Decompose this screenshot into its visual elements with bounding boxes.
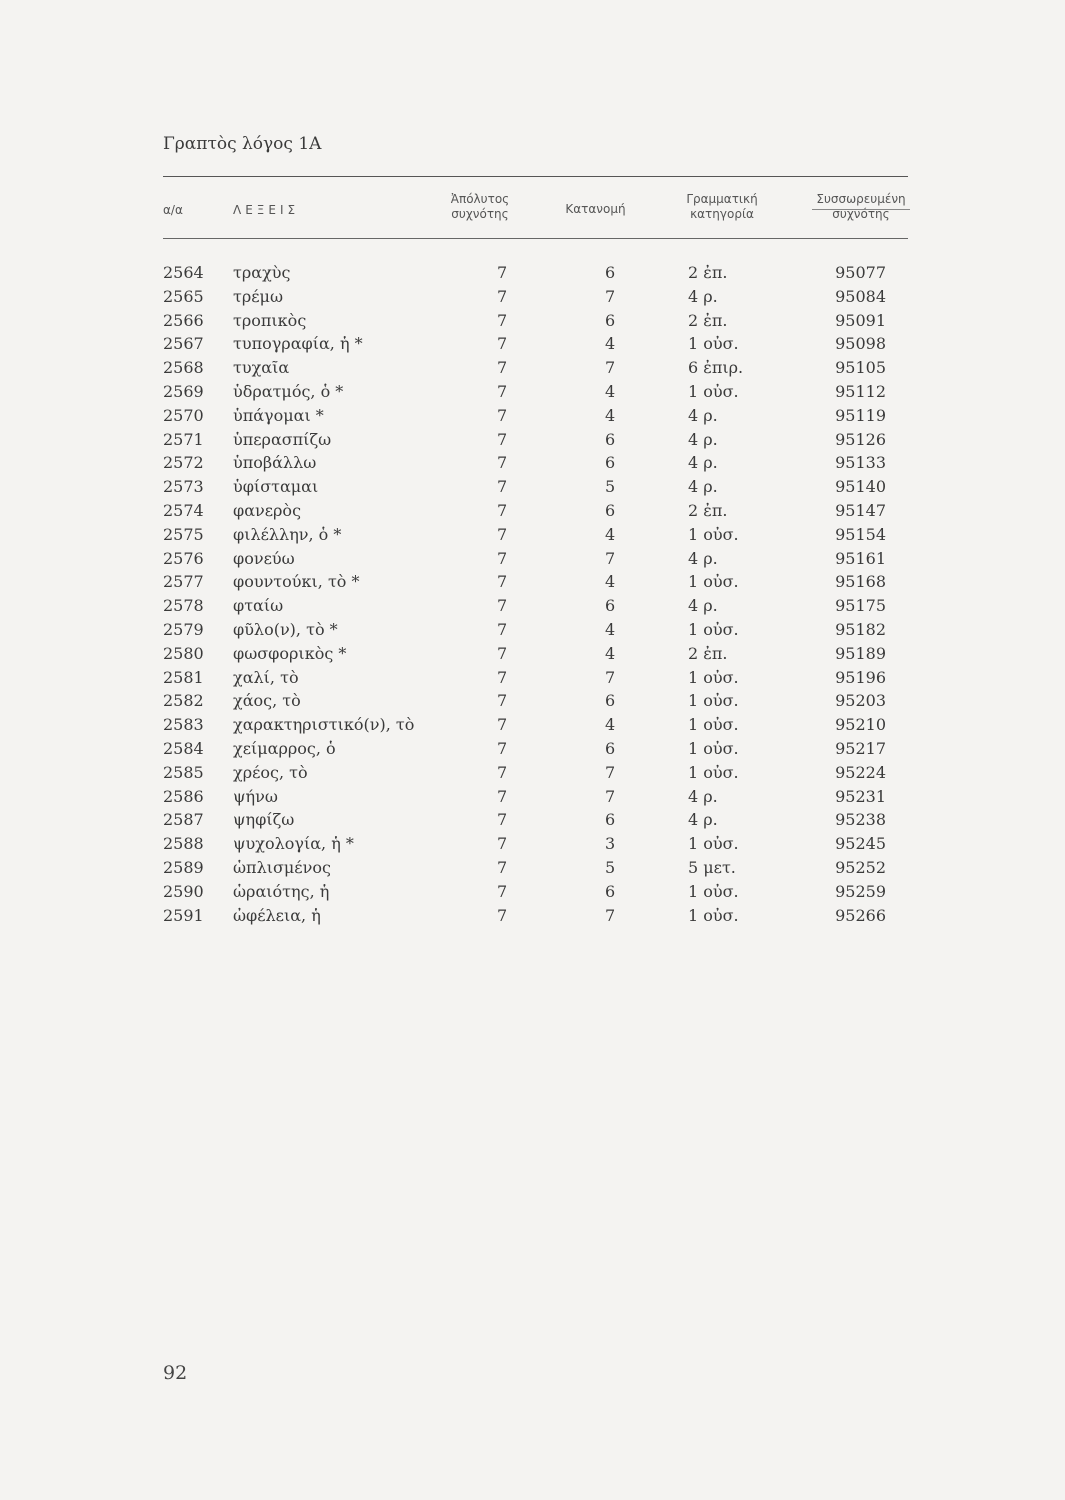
- row-number: 2575: [163, 524, 204, 544]
- row-number: 2579: [163, 619, 204, 639]
- row-word: χαλί, τὸ: [233, 667, 299, 687]
- row-grammatical-category: 1 οὐσ.: [688, 762, 739, 782]
- row-absolute-frequency: 7: [497, 834, 508, 854]
- row-grammatical-category: 4 ρ.: [688, 429, 718, 449]
- table-row: [0, 357, 1065, 381]
- row-word: φανερὸς: [233, 500, 302, 520]
- table-row: [0, 548, 1065, 572]
- row-cumulative-frequency: 95182: [835, 619, 886, 639]
- row-number: 2565: [163, 286, 204, 306]
- row-distribution: 6: [605, 691, 616, 711]
- row-number: 2584: [163, 738, 204, 758]
- row-number: 2587: [163, 810, 204, 830]
- table-row: [0, 595, 1065, 619]
- table-row: [0, 738, 1065, 762]
- table-row: [0, 643, 1065, 667]
- table-row: [0, 714, 1065, 738]
- row-number: 2568: [163, 358, 204, 378]
- row-cumulative-frequency: 95203: [835, 691, 886, 711]
- page-title: Γραπτὸς λόγος 1Α: [163, 134, 322, 154]
- row-number: 2566: [163, 310, 204, 330]
- table-row: [0, 667, 1065, 691]
- table-row: [0, 881, 1065, 905]
- row-word: τυπογραφία, ἡ *: [233, 334, 363, 354]
- row-cumulative-frequency: 95245: [835, 834, 886, 854]
- row-grammatical-category: 4 ρ.: [688, 786, 718, 806]
- row-number: 2576: [163, 548, 204, 568]
- row-cumulative-frequency: 95231: [835, 786, 886, 806]
- column-header-cumulative-frequency-line2: συχνότης: [832, 207, 890, 221]
- row-word: ὡραιότης, ἡ: [233, 881, 330, 901]
- row-grammatical-category: 4 ρ.: [688, 286, 718, 306]
- column-header-aa: α/α: [163, 203, 183, 217]
- row-cumulative-frequency: 95098: [835, 334, 886, 354]
- row-word: τυχαῖα: [233, 358, 290, 378]
- row-absolute-frequency: 7: [497, 572, 508, 592]
- row-cumulative-frequency: 95259: [835, 881, 886, 901]
- row-word: τρέμω: [233, 286, 283, 306]
- row-number: 2581: [163, 667, 204, 687]
- table-row: [0, 381, 1065, 405]
- row-number: 2574: [163, 500, 204, 520]
- row-number: 2580: [163, 643, 204, 663]
- row-cumulative-frequency: 95140: [835, 477, 886, 497]
- row-word: φταίω: [233, 596, 284, 616]
- row-distribution: 4: [605, 524, 616, 544]
- row-number: 2589: [163, 857, 204, 877]
- row-grammatical-category: 1 οὐσ.: [688, 619, 739, 639]
- row-word: ὠφέλεια, ἡ: [233, 905, 321, 925]
- row-number: 2567: [163, 334, 204, 354]
- row-number: 2586: [163, 786, 204, 806]
- row-word: ὑπερασπίζω: [233, 429, 332, 449]
- column-header-cumulative-frequency-line1: Συσσωρευμένη: [816, 192, 906, 206]
- row-distribution: 6: [605, 596, 616, 616]
- column-header-grammatical-category: [672, 192, 772, 222]
- row-number: 2578: [163, 596, 204, 616]
- column-header-lexeis: ΛΕΞΕΙΣ: [233, 203, 300, 217]
- table-row: [0, 690, 1065, 714]
- table-row: [0, 833, 1065, 857]
- row-distribution: 6: [605, 500, 616, 520]
- row-absolute-frequency: 7: [497, 619, 508, 639]
- row-absolute-frequency: 7: [497, 286, 508, 306]
- row-word: χάος, τὸ: [233, 691, 301, 711]
- row-grammatical-category: 1 οὐσ.: [688, 334, 739, 354]
- row-distribution: 6: [605, 429, 616, 449]
- row-distribution: 5: [605, 477, 616, 497]
- row-cumulative-frequency: 95217: [835, 738, 886, 758]
- row-absolute-frequency: 7: [497, 381, 508, 401]
- row-absolute-frequency: 7: [497, 905, 508, 925]
- row-number: 2583: [163, 715, 204, 735]
- table-top-rule: [163, 176, 908, 177]
- row-cumulative-frequency: 95210: [835, 715, 886, 735]
- table-row: [0, 500, 1065, 524]
- row-word: χείμαρρος, ὁ: [233, 738, 336, 758]
- row-word: ψήνω: [233, 786, 278, 806]
- row-absolute-frequency: 7: [497, 310, 508, 330]
- row-absolute-frequency: 7: [497, 643, 508, 663]
- row-grammatical-category: 2 ἐπ.: [688, 643, 728, 663]
- row-distribution: 4: [605, 334, 616, 354]
- page-number: 92: [163, 1362, 188, 1384]
- row-absolute-frequency: 7: [497, 524, 508, 544]
- row-distribution: 7: [605, 358, 616, 378]
- row-grammatical-category: 5 μετ.: [688, 857, 736, 877]
- row-distribution: 7: [605, 286, 616, 306]
- column-header-divider: [812, 209, 910, 210]
- row-distribution: 4: [605, 381, 616, 401]
- row-number: 2590: [163, 881, 204, 901]
- row-distribution: 6: [605, 881, 616, 901]
- row-number: 2588: [163, 834, 204, 854]
- row-word: χρέος, τὸ: [233, 762, 308, 782]
- table-row: [0, 786, 1065, 810]
- row-cumulative-frequency: 95091: [835, 310, 886, 330]
- row-cumulative-frequency: 95238: [835, 810, 886, 830]
- column-header-absolute-frequency: [430, 192, 530, 222]
- row-distribution: 4: [605, 715, 616, 735]
- row-absolute-frequency: 7: [497, 429, 508, 449]
- row-distribution: 4: [605, 619, 616, 639]
- row-grammatical-category: 1 οὐσ.: [688, 381, 739, 401]
- row-number: 2591: [163, 905, 204, 925]
- row-word: ὑφίσταμαι: [233, 477, 319, 497]
- row-word: φουντούκι, τὸ *: [233, 572, 360, 592]
- row-cumulative-frequency: 95133: [835, 453, 886, 473]
- row-word: ψηφίζω: [233, 810, 295, 830]
- row-absolute-frequency: 7: [497, 453, 508, 473]
- table-row: [0, 809, 1065, 833]
- table-row: [0, 333, 1065, 357]
- table-body: [0, 262, 1065, 928]
- row-word: χαρακτηριστικό(ν), τὸ: [233, 715, 415, 735]
- row-cumulative-frequency: 95266: [835, 905, 886, 925]
- row-distribution: 7: [605, 762, 616, 782]
- table-row: [0, 476, 1065, 500]
- table-row: [0, 905, 1065, 929]
- row-word: ὑπάγομαι *: [233, 405, 324, 425]
- row-absolute-frequency: 7: [497, 881, 508, 901]
- row-word: ὡπλισμένος: [233, 857, 331, 877]
- row-grammatical-category: 4 ρ.: [688, 453, 718, 473]
- row-cumulative-frequency: 95105: [835, 358, 886, 378]
- row-grammatical-category: 2 ἐπ.: [688, 500, 728, 520]
- table-row: [0, 571, 1065, 595]
- row-grammatical-category: 4 ρ.: [688, 810, 718, 830]
- row-distribution: 5: [605, 857, 616, 877]
- row-absolute-frequency: 7: [497, 548, 508, 568]
- row-word: ψυχολογία, ἡ *: [233, 834, 354, 854]
- row-grammatical-category: 4 ρ.: [688, 596, 718, 616]
- row-grammatical-category: 1 οὐσ.: [688, 572, 739, 592]
- row-grammatical-category: 2 ἐπ.: [688, 310, 728, 330]
- row-distribution: 6: [605, 810, 616, 830]
- row-grammatical-category: 2 ἐπ.: [688, 263, 728, 282]
- row-absolute-frequency: 7: [497, 405, 508, 425]
- row-grammatical-category: 1 οὐσ.: [688, 881, 739, 901]
- row-number: 2564: [163, 263, 204, 282]
- row-grammatical-category: 1 οὐσ.: [688, 715, 739, 735]
- row-absolute-frequency: 7: [497, 715, 508, 735]
- row-number: 2582: [163, 691, 204, 711]
- row-distribution: 4: [605, 405, 616, 425]
- row-number: 2577: [163, 572, 204, 592]
- row-number: 2585: [163, 762, 204, 782]
- row-absolute-frequency: 7: [497, 477, 508, 497]
- column-header-absolute-frequency-line2: συχνότης: [451, 207, 509, 221]
- row-absolute-frequency: 7: [497, 810, 508, 830]
- row-grammatical-category: 4 ρ.: [688, 548, 718, 568]
- row-cumulative-frequency: 95175: [835, 596, 886, 616]
- row-absolute-frequency: 7: [497, 596, 508, 616]
- row-absolute-frequency: 7: [497, 500, 508, 520]
- table-header-rule: [163, 238, 908, 239]
- row-distribution: 7: [605, 667, 616, 687]
- row-distribution: 7: [605, 786, 616, 806]
- row-absolute-frequency: 7: [497, 667, 508, 687]
- row-absolute-frequency: 7: [497, 857, 508, 877]
- row-cumulative-frequency: 95252: [835, 857, 886, 877]
- row-distribution: 4: [605, 643, 616, 663]
- row-number: 2571: [163, 429, 204, 449]
- row-distribution: 3: [605, 834, 616, 854]
- row-number: 2573: [163, 477, 204, 497]
- row-absolute-frequency: 7: [497, 358, 508, 378]
- row-grammatical-category: 1 οὐσ.: [688, 667, 739, 687]
- row-word: τραχὺς: [233, 263, 291, 282]
- row-word: φονεύω: [233, 548, 295, 568]
- row-absolute-frequency: 7: [497, 786, 508, 806]
- column-header-grammatical-category-line1: Γραμματική: [686, 192, 758, 206]
- row-number: 2570: [163, 405, 204, 425]
- row-cumulative-frequency: 95189: [835, 643, 886, 663]
- row-distribution: 7: [605, 548, 616, 568]
- row-cumulative-frequency: 95126: [835, 429, 886, 449]
- table-row: [0, 405, 1065, 429]
- table-row: [0, 310, 1065, 334]
- table-row: [0, 429, 1065, 453]
- row-distribution: 6: [605, 738, 616, 758]
- row-word: φῦλο(ν), τὸ *: [233, 619, 338, 639]
- row-grammatical-category: 6 ἐπιρ.: [688, 358, 744, 378]
- row-absolute-frequency: 7: [497, 738, 508, 758]
- table-row: [0, 857, 1065, 881]
- row-cumulative-frequency: 95196: [835, 667, 886, 687]
- row-grammatical-category: 4 ρ.: [688, 405, 718, 425]
- row-absolute-frequency: 7: [497, 263, 508, 282]
- row-absolute-frequency: 7: [497, 691, 508, 711]
- row-number: 2569: [163, 381, 204, 401]
- row-cumulative-frequency: 95084: [835, 286, 886, 306]
- table-row: [0, 619, 1065, 643]
- row-word: φωσφορικὸς *: [233, 643, 347, 663]
- row-cumulative-frequency: 95112: [835, 381, 886, 401]
- table-row: [0, 524, 1065, 548]
- column-header-absolute-frequency-line1: Ἀπόλυτος: [450, 192, 510, 206]
- row-grammatical-category: 1 οὐσ.: [688, 738, 739, 758]
- row-word: ὑποβάλλω: [233, 453, 317, 473]
- column-header-distribution: Κατανομή: [565, 202, 626, 216]
- table-row: [0, 762, 1065, 786]
- row-distribution: 4: [605, 572, 616, 592]
- row-grammatical-category: 1 οὐσ.: [688, 834, 739, 854]
- column-header-grammatical-category-line2: κατηγορία: [690, 207, 754, 221]
- row-distribution: 6: [605, 310, 616, 330]
- row-word: τροπικὸς: [233, 310, 307, 330]
- row-cumulative-frequency: 95154: [835, 524, 886, 544]
- table-row: [0, 452, 1065, 476]
- row-absolute-frequency: 7: [497, 334, 508, 354]
- row-word: ὑδρατμός, ὁ *: [233, 381, 344, 401]
- row-grammatical-category: 1 οὐσ.: [688, 691, 739, 711]
- row-cumulative-frequency: 95224: [835, 762, 886, 782]
- row-absolute-frequency: 7: [497, 762, 508, 782]
- row-grammatical-category: 4 ρ.: [688, 477, 718, 497]
- row-number: 2572: [163, 453, 204, 473]
- row-distribution: 7: [605, 905, 616, 925]
- row-cumulative-frequency: 95168: [835, 572, 886, 592]
- row-distribution: 6: [605, 453, 616, 473]
- row-distribution: 6: [605, 263, 616, 282]
- row-grammatical-category: 1 οὐσ.: [688, 524, 739, 544]
- row-cumulative-frequency: 95077: [835, 263, 886, 282]
- table-row: [0, 262, 1065, 286]
- row-cumulative-frequency: 95147: [835, 500, 886, 520]
- row-word: φιλέλλην, ὁ *: [233, 524, 342, 544]
- column-header-cumulative-frequency: [806, 192, 916, 222]
- row-grammatical-category: 1 οὐσ.: [688, 905, 739, 925]
- row-cumulative-frequency: 95119: [835, 405, 886, 425]
- row-cumulative-frequency: 95161: [835, 548, 886, 568]
- table-row: [0, 286, 1065, 310]
